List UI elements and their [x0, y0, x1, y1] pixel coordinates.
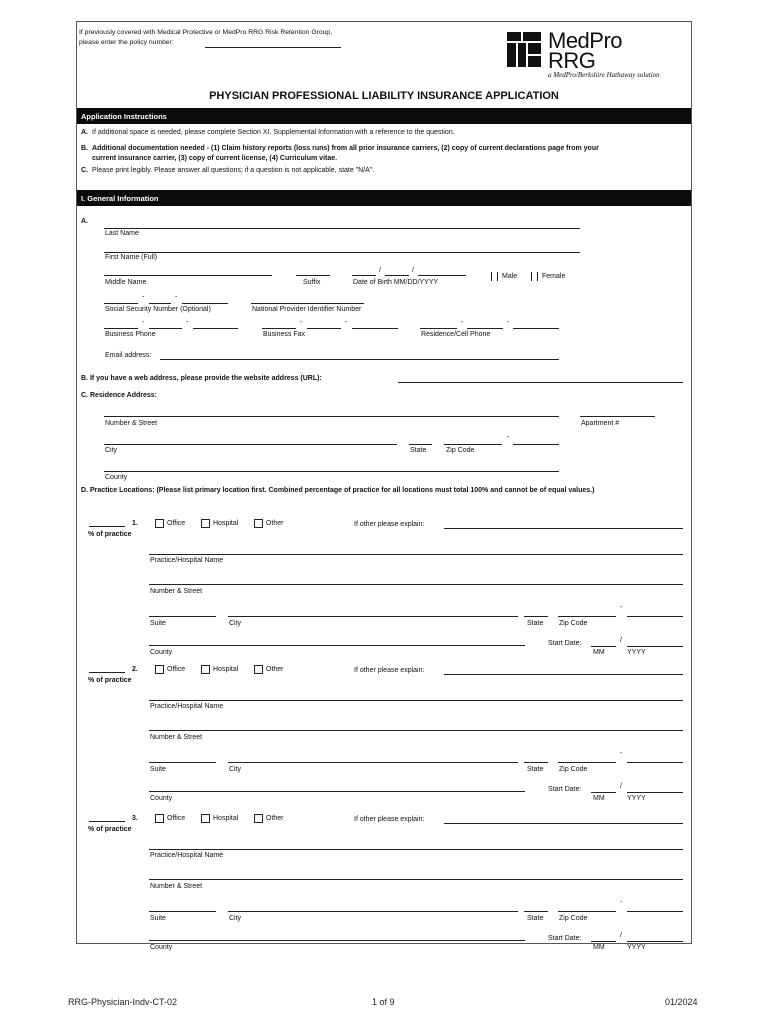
zip-dash: -	[620, 604, 623, 611]
practice-zip-ext-field[interactable]	[627, 911, 683, 912]
residence-zip-label: Zip Code	[446, 447, 475, 454]
hospital-checkbox[interactable]	[201, 665, 210, 674]
cell-phone-prefix[interactable]	[467, 328, 503, 329]
ssn-dash: -	[142, 294, 145, 301]
other-label: Other	[266, 815, 284, 822]
zip-dash: -	[620, 899, 623, 906]
practice-name-label: Practice/Hospital Name	[150, 852, 224, 859]
practice-city-label: City	[229, 915, 242, 922]
logo-text-rrg: RRG	[548, 48, 596, 73]
explain-field[interactable]	[444, 823, 683, 824]
policy-number-label: please enter the policy number:	[79, 39, 174, 46]
practice-state-field[interactable]	[524, 762, 548, 763]
logo-tagline: a MedPro/Berkshire Hathaway solution	[548, 71, 660, 79]
cell-phone-line[interactable]	[513, 328, 559, 329]
practice-street-label: Number & Street	[150, 734, 203, 741]
practice-street-field[interactable]	[149, 584, 683, 585]
section-a-label: A.	[81, 218, 88, 225]
instruction-c-label: C.	[81, 167, 88, 174]
fax-dash: -	[300, 319, 303, 326]
zip-dash: -	[620, 750, 623, 757]
pct-label: % of practice	[88, 677, 132, 684]
business-fax-prefix[interactable]	[307, 328, 341, 329]
start-year-field[interactable]	[627, 941, 683, 942]
start-mm-label: MM	[593, 795, 605, 802]
practice-name-label: Practice/Hospital Name	[150, 557, 224, 564]
residence-state-field[interactable]	[409, 444, 432, 445]
middle-name-label: Middle Name	[105, 279, 147, 286]
residence-street-label: Number & Street	[105, 420, 158, 427]
form-id: RRG-Physician-Indv-CT-02	[68, 997, 178, 1007]
practice-name-label: Practice/Hospital Name	[150, 703, 224, 710]
dob-label: Date of Birth MM/DD/YYYY	[353, 279, 439, 286]
residence-city-label: City	[105, 447, 118, 454]
suite-field[interactable]	[149, 616, 216, 617]
residence-address-question: C. Residence Address:	[81, 392, 157, 399]
practice-zip-field[interactable]	[558, 762, 616, 763]
cell-phone-label: Residence/Cell Phone	[421, 331, 491, 338]
practice-zip-label: Zip Code	[559, 915, 588, 922]
instruction-b-label: B.	[81, 145, 88, 152]
location-number: 2.	[132, 666, 138, 673]
business-phone-prefix[interactable]	[149, 328, 182, 329]
general-information-heading: I. General Information	[77, 190, 691, 206]
practice-state-label: State	[527, 915, 544, 922]
suite-field[interactable]	[149, 762, 216, 763]
start-year-field[interactable]	[627, 646, 683, 647]
last-name-label: Last Name	[105, 230, 139, 237]
pct-field[interactable]	[89, 821, 125, 822]
hospital-label: Hospital	[213, 520, 239, 527]
practice-county-label: County	[150, 649, 173, 656]
residence-street-field[interactable]	[104, 416, 559, 417]
hospital-checkbox[interactable]	[201, 814, 210, 823]
hospital-label: Hospital	[213, 815, 239, 822]
practice-street-field[interactable]	[149, 730, 683, 731]
residence-county-field[interactable]	[104, 471, 559, 472]
male-checkbox[interactable]	[497, 272, 498, 281]
explain-label: If other please explain:	[354, 667, 425, 674]
location-number: 1.	[132, 520, 138, 527]
practice-city-label: City	[229, 620, 242, 627]
explain-field[interactable]	[444, 674, 683, 675]
start-year-field[interactable]	[627, 792, 683, 793]
business-fax-label: Business Fax	[263, 331, 306, 338]
email-field[interactable]	[160, 359, 559, 360]
start-date-slash: /	[620, 932, 622, 939]
instruction-a-text: If additional space is needed, please complete Section XI. Supplemental Information with a reference to the question.	[92, 129, 455, 136]
other-checkbox[interactable]	[254, 665, 263, 674]
website-field[interactable]	[398, 382, 683, 383]
middle-name-field[interactable]	[104, 275, 272, 276]
phone-dash: -	[142, 319, 145, 326]
instruction-a-label: A.	[81, 129, 88, 136]
suite-field[interactable]	[149, 911, 216, 912]
hospital-label: Hospital	[213, 666, 239, 673]
apartment-label: Apartment #	[581, 420, 620, 427]
phone-dash: -	[186, 319, 189, 326]
logo-text-medpro: MedPro	[548, 28, 623, 53]
office-checkbox[interactable]	[155, 665, 164, 674]
practice-zip-field[interactable]	[558, 911, 616, 912]
ssn-part1-field[interactable]	[104, 303, 138, 304]
start-date-label: Start Date:	[548, 935, 582, 942]
start-date-slash: /	[620, 637, 622, 644]
practice-zip-label: Zip Code	[559, 766, 588, 773]
male-checkbox[interactable]	[491, 272, 492, 281]
practice-state-label: State	[527, 766, 544, 773]
practice-county-label: County	[150, 944, 173, 951]
start-yyyy-label: YYYY	[627, 944, 646, 951]
practice-name-field[interactable]	[149, 700, 683, 701]
start-month-field[interactable]	[591, 792, 616, 793]
office-checkbox[interactable]	[155, 814, 164, 823]
suffix-label: Suffix	[303, 279, 321, 286]
practice-state-label: State	[527, 620, 544, 627]
first-name-label: First Name (Full)	[105, 254, 158, 261]
residence-city-field[interactable]	[104, 444, 397, 445]
residence-county-label: County	[105, 474, 128, 481]
ssn-dash: -	[175, 294, 178, 301]
residence-state-label: State	[410, 447, 427, 454]
start-yyyy-label: YYYY	[627, 795, 646, 802]
explain-label: If other please explain:	[354, 816, 425, 823]
instruction-b-text-2: current insurance carrier, (3) copy of current license, (4) Curriculum vitae.	[92, 155, 338, 162]
instructions-heading: Application Instructions	[77, 108, 691, 124]
female-checkbox[interactable]	[531, 272, 532, 281]
office-label: Office	[167, 815, 186, 822]
business-phone-area[interactable]	[104, 328, 138, 329]
last-name-field[interactable]	[104, 228, 580, 229]
form-date: 01/2024	[665, 997, 698, 1007]
other-checkbox[interactable]	[254, 814, 263, 823]
business-fax-line[interactable]	[352, 328, 398, 329]
practice-name-field[interactable]	[149, 849, 683, 850]
npi-field[interactable]	[251, 303, 364, 304]
business-fax-area[interactable]	[262, 328, 296, 329]
start-yyyy-label: YYYY	[627, 649, 646, 656]
email-label: Email address:	[105, 352, 152, 359]
pct-field[interactable]	[89, 526, 125, 527]
male-label: Male	[502, 273, 518, 280]
start-mm-label: MM	[593, 944, 605, 951]
dob-slash: /	[379, 267, 381, 274]
office-label: Office	[167, 666, 186, 673]
practice-city-field[interactable]	[228, 762, 518, 763]
other-label: Other	[266, 666, 284, 673]
ssn-part3-field[interactable]	[182, 303, 228, 304]
practice-county-field[interactable]	[149, 645, 525, 646]
practice-zip-label: Zip Code	[559, 620, 588, 627]
cell-phone-area[interactable]	[420, 328, 457, 329]
instruction-c-text: Please print legibly. Please answer all questions; if a question is not applicable, state "N/A".	[92, 167, 375, 174]
start-date-label: Start Date:	[548, 786, 582, 793]
business-phone-line[interactable]	[193, 328, 238, 329]
pct-label: % of practice	[88, 826, 132, 833]
dob-year-field[interactable]	[418, 275, 466, 276]
location-number: 3.	[132, 815, 138, 822]
explain-label: If other please explain:	[354, 521, 425, 528]
cell-dash: -	[461, 319, 464, 326]
pct-label: % of practice	[88, 531, 132, 538]
hospital-checkbox[interactable]	[201, 519, 210, 528]
practice-name-field[interactable]	[149, 554, 683, 555]
residence-zip-ext-field[interactable]	[513, 444, 559, 445]
first-name-field[interactable]	[104, 252, 580, 253]
other-label: Other	[266, 520, 284, 527]
practice-locations-question: D. Practice Locations: (Please list primary location first. Combined percentage of practice for all locations must total 100% and cannot be of equal values.)	[81, 487, 595, 494]
dob-month-field[interactable]	[352, 275, 376, 276]
instruction-b-text-1: Additional documentation needed - (1) Claim history reports (loss runs) from all prior insurance carriers, (2) copy of current declarations page from your	[92, 145, 599, 152]
start-date-label: Start Date:	[548, 640, 582, 647]
dob-day-field[interactable]	[385, 275, 409, 276]
practice-street-label: Number & Street	[150, 883, 203, 890]
business-phone-label: Business Phone	[105, 331, 156, 338]
start-month-field[interactable]	[591, 941, 616, 942]
practice-zip-ext-field[interactable]	[627, 616, 683, 617]
office-label: Office	[167, 520, 186, 527]
practice-state-field[interactable]	[524, 911, 548, 912]
female-checkbox[interactable]	[537, 272, 538, 281]
start-month-field[interactable]	[591, 646, 616, 647]
practice-county-label: County	[150, 795, 173, 802]
apartment-field[interactable]	[580, 416, 655, 417]
practice-street-field[interactable]	[149, 879, 683, 880]
suffix-field[interactable]	[296, 275, 330, 276]
practice-city-label: City	[229, 766, 242, 773]
practice-city-field[interactable]	[228, 616, 518, 617]
start-mm-label: MM	[593, 649, 605, 656]
website-question: B. If you have a web address, please provide the website address (URL):	[81, 375, 322, 382]
practice-street-label: Number & Street	[150, 588, 203, 595]
practice-county-field[interactable]	[149, 940, 525, 941]
dob-slash: /	[412, 267, 414, 274]
office-checkbox[interactable]	[155, 519, 164, 528]
ssn-part2-field[interactable]	[149, 303, 171, 304]
start-date-slash: /	[620, 783, 622, 790]
pct-field[interactable]	[89, 672, 125, 673]
practice-county-field[interactable]	[149, 791, 525, 792]
practice-zip-ext-field[interactable]	[627, 762, 683, 763]
page-number: 1 of 9	[372, 997, 395, 1007]
zip-dash: -	[507, 434, 510, 441]
npi-label: National Provider Identifier Number	[252, 306, 362, 313]
suite-label: Suite	[150, 915, 166, 922]
ssn-label: Social Security Number (Optional)	[105, 306, 211, 313]
other-checkbox[interactable]	[254, 519, 263, 528]
cell-dash: -	[507, 319, 510, 326]
residence-zip-field[interactable]	[444, 444, 502, 445]
practice-state-field[interactable]	[524, 616, 548, 617]
fax-dash: -	[345, 319, 348, 326]
explain-field[interactable]	[444, 528, 683, 529]
prior-coverage-text: If previously covered with Medical Protective or MedPro RRG Risk Retention Group,	[79, 29, 333, 36]
suite-label: Suite	[150, 766, 166, 773]
page-title: PHYSICIAN PROFESSIONAL LIABILITY INSURANCE APPLICATION	[209, 90, 559, 102]
practice-zip-field[interactable]	[558, 616, 616, 617]
female-label: Female	[542, 273, 566, 280]
practice-city-field[interactable]	[228, 911, 518, 912]
suite-label: Suite	[150, 620, 166, 627]
